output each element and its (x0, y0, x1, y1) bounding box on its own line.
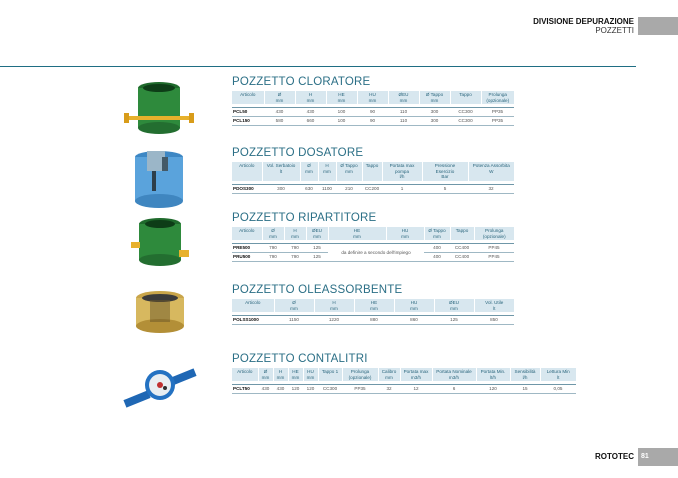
col-header: Articolo (232, 91, 264, 104)
table-header-row (232, 91, 514, 104)
cell: 790 (262, 244, 284, 253)
section-contalitri (232, 353, 576, 394)
col-header: Ø Tappo mm (419, 91, 450, 104)
col-header: Ø mm (264, 91, 295, 104)
table-row (232, 108, 514, 117)
col-header: Tappo (450, 91, 481, 104)
spec-table (232, 91, 514, 126)
cell: PP45 (474, 244, 514, 253)
col-header: Vol. Serbatoio lt (262, 162, 300, 181)
col-header: Tappo (362, 162, 382, 181)
dosing-tank-image (122, 149, 196, 211)
cell: 1150 (274, 316, 314, 325)
table-row (232, 385, 576, 394)
col-header: Pressione Esercizio Bar (422, 162, 468, 181)
cell: 300 (262, 184, 300, 193)
cell: 580 (264, 117, 295, 126)
cell: 120 (303, 385, 318, 394)
col-header: Ø mm (262, 227, 284, 240)
cell: 32 (378, 385, 400, 394)
col-header: Articolo (232, 162, 262, 181)
spec-table (232, 162, 514, 194)
cell: CC400 (450, 244, 474, 253)
col-header: Ø mm (274, 299, 314, 312)
cell: 430 (273, 385, 288, 394)
category-subtitle: POZZETTI (595, 26, 634, 35)
header-tab (638, 17, 678, 35)
spec-table (232, 227, 514, 262)
section-dosatore (232, 147, 514, 194)
col-header: H mm (284, 227, 306, 240)
cell: PRE500 (232, 244, 262, 253)
col-header: HU mm (386, 227, 424, 240)
spec-table (232, 368, 576, 394)
cell: CC400 (450, 253, 474, 262)
brand-name: ROTOTEC (595, 452, 634, 461)
cell: 850 (474, 316, 514, 325)
cell: 100 (326, 117, 357, 126)
col-header: H mm (314, 299, 354, 312)
water-meter-image (122, 363, 198, 413)
cell: 630 (300, 184, 318, 193)
table-row (232, 316, 514, 325)
chlorinator-tank-image (124, 80, 194, 140)
cell: CC300 (450, 108, 481, 117)
division-title: DIVISIONE DEPURAZIONE (533, 17, 634, 26)
cell: 300 (419, 117, 450, 126)
cell: 1220 (314, 316, 354, 325)
col-header: Portata max m3/h (400, 368, 432, 381)
cell: 860 (394, 316, 434, 325)
cell: 300 (419, 108, 450, 117)
cell: 660 (295, 117, 326, 126)
cell: 125 (306, 253, 328, 262)
col-header: Tappo 1 (318, 368, 342, 381)
cell: PP35 (481, 108, 514, 117)
cell: 430 (264, 108, 295, 117)
col-header: HU mm (357, 91, 388, 104)
col-header: Ø Tappo mm (336, 162, 362, 181)
cell: 15 (510, 385, 540, 394)
col-header: HE mm (354, 299, 394, 312)
section-title: POZZETTO OLEASSORBENTE (232, 284, 403, 296)
cell: 120 (476, 385, 510, 394)
cell: 125 (306, 244, 328, 253)
cell: 400 (424, 253, 450, 262)
cell: 400 (424, 244, 450, 253)
col-header: Prolunga (opzionale) (474, 227, 514, 240)
cell: 790 (262, 253, 284, 262)
cell: 90 (357, 108, 388, 117)
cell: 110 (388, 117, 419, 126)
table-row (232, 184, 514, 193)
cell: PDOS300 (232, 184, 262, 193)
col-header: HE mm (328, 227, 386, 240)
cell: 790 (284, 244, 306, 253)
col-header: ØEU mm (306, 227, 328, 240)
cell: CC200 (362, 184, 382, 193)
col-header: Vol. Utile lt (474, 299, 514, 312)
col-header: HE mm (326, 91, 357, 104)
cell: 5 (422, 184, 468, 193)
cell: 32 (468, 184, 514, 193)
section-oleassorbente (232, 284, 514, 325)
cell: CC300 (318, 385, 342, 394)
distributor-tank-image (127, 216, 193, 272)
table-header-row (232, 227, 514, 240)
col-header: HE mm (288, 368, 303, 381)
cell: 880 (354, 316, 394, 325)
cell: 100 (326, 108, 357, 117)
col-header: HU mm (394, 299, 434, 312)
col-header: H mm (295, 91, 326, 104)
col-header: H mm (318, 162, 336, 181)
col-header: ØEU mm (388, 91, 419, 104)
spec-table (232, 299, 514, 325)
table-header-row (232, 368, 576, 381)
col-header: Ø mm (258, 368, 273, 381)
section-title: POZZETTO CLORATORE (232, 76, 371, 88)
section-title: POZZETTO RIPARTITORE (232, 212, 377, 224)
cell: 12 (400, 385, 432, 394)
cell: POLSS1000 (232, 316, 274, 325)
col-header: Potenza Assorbita W (468, 162, 514, 181)
col-header: Prolunga (opzionale) (481, 91, 514, 104)
cell: 430 (295, 108, 326, 117)
col-header: Sensibilità l/h (510, 368, 540, 381)
col-header: H mm (273, 368, 288, 381)
col-header: Ø mm (300, 162, 318, 181)
cell: 790 (284, 253, 306, 262)
col-header: Ø Tappo mm (424, 227, 450, 240)
cell: PCL150 (232, 117, 264, 126)
header-divider (0, 66, 636, 67)
col-header: Articolo (232, 227, 262, 240)
table-row (232, 244, 514, 253)
cell: 110 (388, 108, 419, 117)
col-header: Portata Nominale m3/h (432, 368, 476, 381)
cell: PCLT50 (232, 385, 258, 394)
page-number: 81 (638, 448, 678, 466)
col-header: Lettura Min lt (540, 368, 576, 381)
cell: 430 (258, 385, 273, 394)
cell: 210 (336, 184, 362, 193)
table-header-row (232, 162, 514, 181)
section-cloratore (232, 76, 514, 126)
col-header: Articolo (232, 299, 274, 312)
col-header: Calibro mm (378, 368, 400, 381)
col-header: Prolunga (opzionale) (342, 368, 378, 381)
section-title: POZZETTO DOSATORE (232, 147, 364, 159)
cell: PP35 (481, 117, 514, 126)
cell: 0,05 (540, 385, 576, 394)
section-title: POZZETTO CONTALITRI (232, 353, 368, 365)
cell: 125 (434, 316, 474, 325)
cell: PCL50 (232, 108, 264, 117)
col-header: HU mm (303, 368, 318, 381)
col-header: Portata max pompa l/h (382, 162, 422, 181)
cell: 90 (357, 117, 388, 126)
cell: 120 (288, 385, 303, 394)
col-header: ØEU mm (434, 299, 474, 312)
cell: CC300 (450, 117, 481, 126)
cell: PP35 (342, 385, 378, 394)
col-header: Portata Min. lt/h (476, 368, 510, 381)
cell: 6 (432, 385, 476, 394)
section-ripartitore (232, 212, 514, 262)
table-row (232, 117, 514, 126)
cell: 1 (382, 184, 422, 193)
col-header: Tappo (450, 227, 474, 240)
cell: 1100 (318, 184, 336, 193)
col-header: Articolo (232, 368, 258, 381)
cell: PRU500 (232, 253, 262, 262)
merged-note-cell: da definire a secondo dell'impiego (328, 244, 424, 262)
cell: PP45 (474, 253, 514, 262)
table-header-row (232, 299, 514, 312)
oil-absorbent-tank-image (128, 288, 192, 336)
